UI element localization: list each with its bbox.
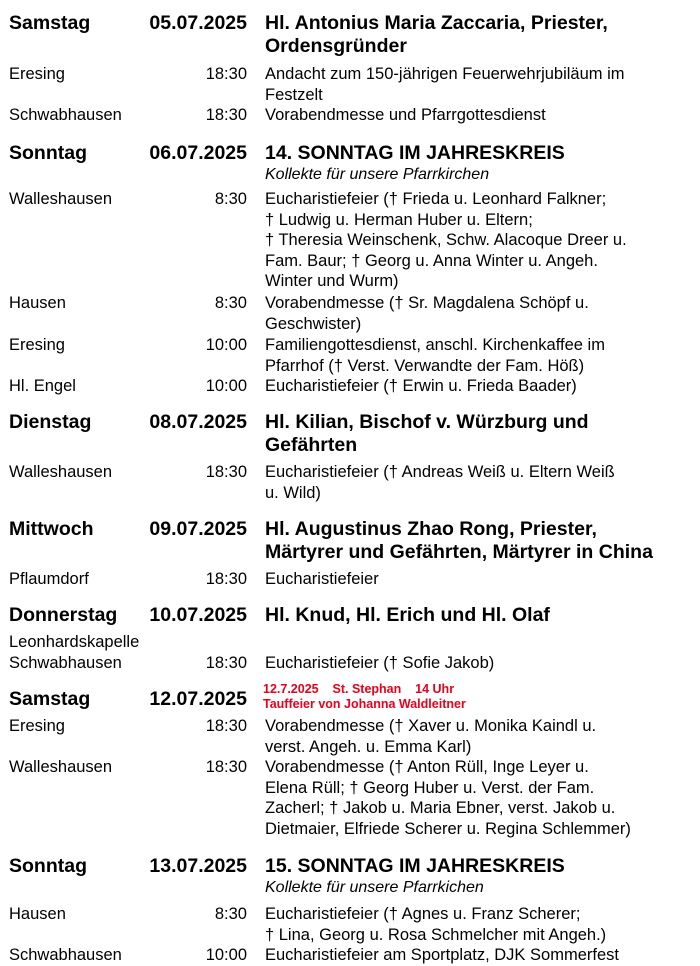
feast-title <box>265 142 690 185</box>
day-name: Samstag <box>9 688 91 710</box>
service-time: 18:30 <box>205 758 247 776</box>
service-text-line: Vorabendmesse und Pfarrgottesdienst <box>265 106 546 124</box>
service-text-line: u. Wild) <box>265 483 321 502</box>
service-text <box>265 569 690 590</box>
day-date: 10.07.2025 <box>149 604 247 626</box>
service-text-line: Eucharistiefeier († Sofie Jakob) <box>265 653 495 672</box>
service-text <box>265 462 690 503</box>
service-text-line: Dietmaier, Elfriede Scherer u. Regina Schlemmer) <box>265 819 631 838</box>
service-place: Walleshausen <box>9 190 113 208</box>
service-place-line: Leonhardskapelle <box>9 633 140 651</box>
service-time: 18:30 <box>205 717 247 735</box>
service-text-line: Andacht zum 150-jährigen Feuerwehrjubiläum im <box>265 65 625 83</box>
service-text-line: Eucharistiefeier <box>265 570 379 588</box>
service-place: Hausen <box>9 905 66 923</box>
service-text-line: Eucharistiefeier († Frieda u. Leonhard Falkner; <box>265 190 607 208</box>
service-time: 18:30 <box>205 653 247 672</box>
feast-title <box>265 518 695 564</box>
feast-title <box>265 411 690 457</box>
feast-title-line: Ordensgründer <box>265 35 407 57</box>
service-place: Eresing <box>9 336 65 354</box>
service-place <box>9 632 139 673</box>
feast-title <box>265 12 690 58</box>
service-text-line: Zacherl; † Jakob u. Maria Ebner, verst. Jakob u. <box>265 799 616 817</box>
feast-title-line: Märtyrer und Gefährten, Märtyrer in China <box>265 541 653 563</box>
service-place: Pflaumdorf <box>9 570 89 588</box>
service-text <box>265 293 690 334</box>
day-date: 08.07.2025 <box>149 411 247 433</box>
feast-title-line: Hl. Kilian, Bischof v. Würzburg und <box>265 411 589 433</box>
service-text-line: Eucharistiefeier am Sportplatz, DJK Sommerfest <box>265 946 619 964</box>
service-time: 18:30 <box>205 463 247 481</box>
service-place: Eresing <box>9 65 65 83</box>
day-name: Donnerstag <box>9 604 118 626</box>
service-place: Schwabhausen <box>9 106 122 124</box>
service-text-line: Vorabendmesse († Anton Rüll, Inge Leyer u. <box>265 758 589 776</box>
day-date: 12.07.2025 <box>149 688 247 710</box>
service-text-line: † Ludwig u. Herman Huber u. Eltern; <box>265 210 533 229</box>
service-text-line: Vorabendmesse († Xaver u. Monika Kaindl u. <box>265 717 597 735</box>
service-time: 8:30 <box>214 190 247 208</box>
feast-title-line: Hl. Knud, Hl. Erich und Hl. Olaf <box>265 604 550 626</box>
service-text <box>265 653 690 674</box>
service-time: 8:30 <box>214 294 247 312</box>
day-name: Mittwoch <box>9 518 94 540</box>
service-text-line: Winter und Wurm) <box>265 272 399 290</box>
service-text <box>265 945 690 966</box>
service-place: Schwabhausen <box>9 946 122 964</box>
service-text <box>265 105 690 126</box>
service-text-line: Festzelt <box>265 85 323 104</box>
service-time: 10:00 <box>205 377 247 395</box>
service-text-line: † Theresia Weinschenk, Schw. Alacoque Dreer u. <box>265 231 627 249</box>
service-text-line: Fam. Baur; † Georg u. Anna Winter u. Angeh. <box>265 251 598 270</box>
service-time: 10:00 <box>205 946 247 964</box>
feast-title-line: Hl. Antonius Maria Zaccaria, Priester, <box>265 12 608 34</box>
feast-title-line: Hl. Augustinus Zhao Rong, Priester, <box>265 518 597 540</box>
baptism-notice-line: 12.7.2025 St. Stephan 14 Uhr <box>263 682 455 696</box>
service-text-line: Eucharistiefeier († Erwin u. Frieda Baader) <box>265 377 577 395</box>
day-date: 13.07.2025 <box>149 855 247 877</box>
service-text-line: verst. Angeh. u. Emma Karl) <box>265 737 472 756</box>
day-name: Sonntag <box>9 855 87 877</box>
service-time: 8:30 <box>214 905 247 923</box>
feast-title-line: 14. SONNTAG IM JAHRESKREIS <box>265 142 565 164</box>
service-place-line: Schwabhausen <box>9 653 122 672</box>
service-place: Hl. Engel <box>9 377 76 395</box>
day-name: Dienstag <box>9 411 92 433</box>
service-text <box>265 189 690 292</box>
service-place: Walleshausen <box>9 463 113 481</box>
service-place: Walleshausen <box>9 758 113 776</box>
day-date: 05.07.2025 <box>149 12 247 34</box>
day-name: Sonntag <box>9 142 87 164</box>
service-time: 18:30 <box>205 106 247 124</box>
service-text-line: Eucharistiefeier († Andreas Weiß u. Eltern Weiß <box>265 463 615 481</box>
service-text-line: Pfarrhof († Verst. Verwandte der Fam. Höß) <box>265 356 585 375</box>
service-time: 10:00 <box>205 336 247 354</box>
service-time: 18:30 <box>205 570 247 588</box>
collection-note: Kollekte für unsere Pfarrkirchen <box>265 166 490 183</box>
service-text-line: Eucharistiefeier († Agnes u. Franz Scherer; <box>265 905 581 923</box>
feast-title-line: Gefährten <box>265 434 358 456</box>
service-time: 18:30 <box>205 65 247 83</box>
feast-title-line: 15. SONNTAG IM JAHRESKREIS <box>265 855 565 877</box>
service-text <box>265 757 695 839</box>
day-name: Samstag <box>9 12 91 34</box>
service-text-line: † Lina, Georg u. Rosa Schmelcher mit Angeh.) <box>265 925 607 944</box>
service-text <box>265 335 690 376</box>
collection-note: Kollekte für unsere Pfarrkichen <box>265 879 484 896</box>
service-text <box>265 64 690 105</box>
day-date: 06.07.2025 <box>149 142 247 164</box>
day-date: 09.07.2025 <box>149 518 247 540</box>
service-text <box>265 716 690 757</box>
service-text-line: Familiengottesdienst, anschl. Kirchenkaffee im <box>265 336 605 354</box>
service-place: Eresing <box>9 717 65 735</box>
feast-title <box>265 855 690 898</box>
service-text <box>265 904 690 945</box>
service-text-line: Elena Rüll; † Georg Huber u. Verst. der Fam. <box>265 778 595 797</box>
baptism-notice <box>263 682 688 712</box>
service-place: Hausen <box>9 294 66 312</box>
baptism-notice-line: Tauffeier von Johanna Waldleitner <box>263 697 466 711</box>
service-text <box>265 376 690 397</box>
service-text-line: Vorabendmesse († Sr. Magdalena Schöpf u. <box>265 294 589 312</box>
service-text-line: Geschwister) <box>265 314 362 333</box>
feast-title <box>265 604 690 627</box>
